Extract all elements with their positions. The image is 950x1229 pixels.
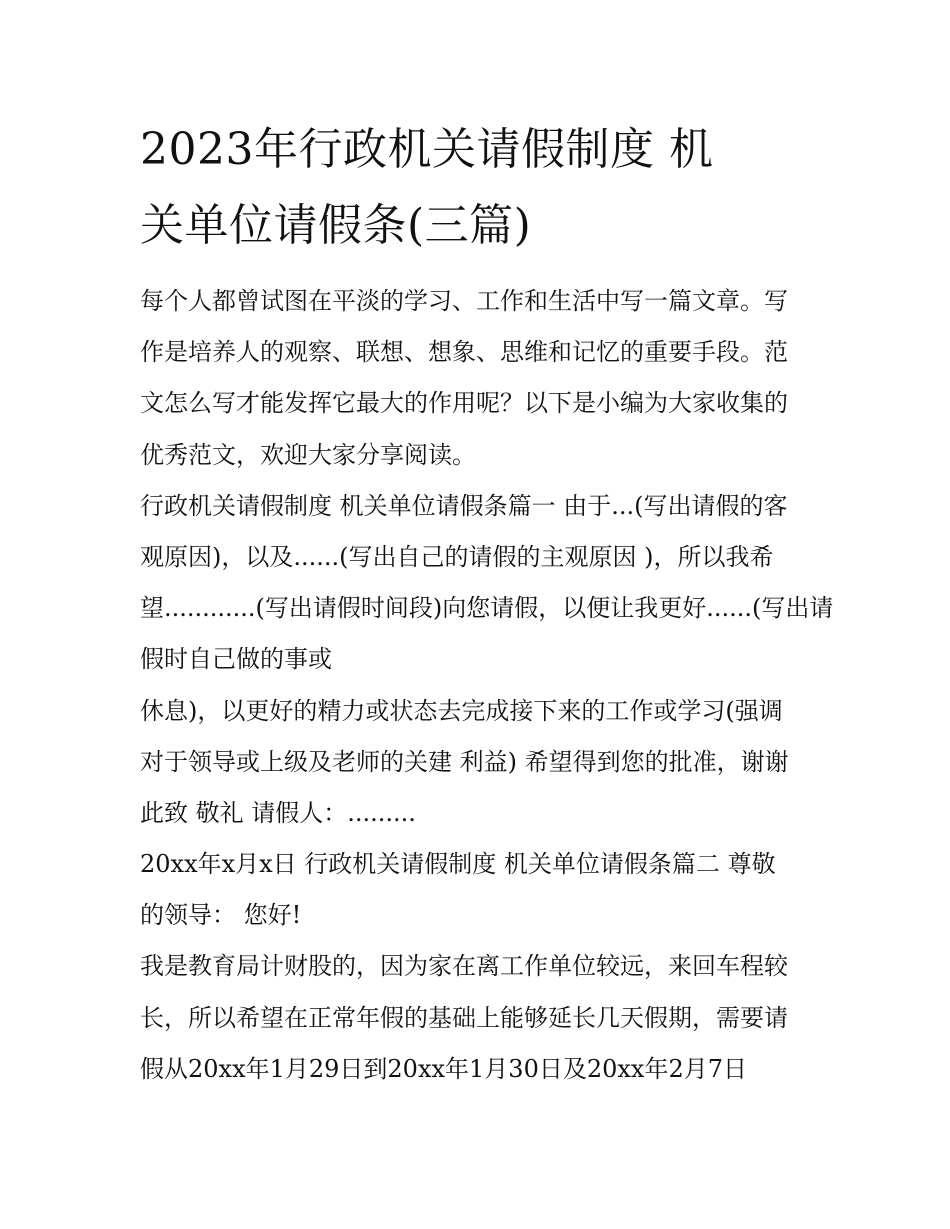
body-line-7: 望............(写出请假时间段)向您请假，以便让我更好......(写出请 [140,594,834,623]
body-line-3: 文怎么写才能发挥它最大的作用呢？以下是小编为大家收集的 [140,389,788,418]
body-line-1: 每个人都曾试图在平淡的学习、工作和生活中写一篇文章。写 [140,287,788,315]
document-body [140,276,834,1095]
body-line-13: 的领导： 您好! [140,901,302,930]
body-line-5: 行政机关请假制度 机关单位请假条篇一 由于...(写出请假的客 [140,491,788,520]
body-line-11: 此致 敬礼 请假人：......... [140,798,416,827]
title-line-2: 关单位请假条(三篇) [140,200,532,251]
document-title [140,112,820,264]
body-line-8: 假时自己做的事或 [140,645,332,674]
body-line-16: 假从20xx年1月29日到20xx年1月30日及20xx年2月7日 [140,1054,747,1083]
body-line-10: 对于领导或上级及老师的关建 利益) 希望得到您的批准，谢谢 [140,747,789,776]
body-line-12: 20xx年x月x日 行政机关请假制度 机关单位请假条篇二 尊敬 [140,850,776,879]
title-line-1: 2023年行政机关请假制度 机 [140,124,714,175]
body-line-6: 观原因)，以及......(写出自己的请假的主观原因 )，所以我希 [140,542,774,571]
body-line-9: 休息)，以更好的精力或状态去完成接下来的工作或学习(强调 [140,696,783,725]
body-line-2: 作是培养人的观察、联想、想象、思维和记忆的重要手段。范 [140,338,788,367]
body-line-4: 优秀范文，欢迎大家分享阅读。 [140,440,476,469]
body-line-14: 我是教育局计财股的，因为家在离工作单位较远，来回车程较 [140,952,788,981]
body-line-15: 长，所以希望在正常年假的基础上能够延长几天假期，需要请 [140,1003,788,1032]
